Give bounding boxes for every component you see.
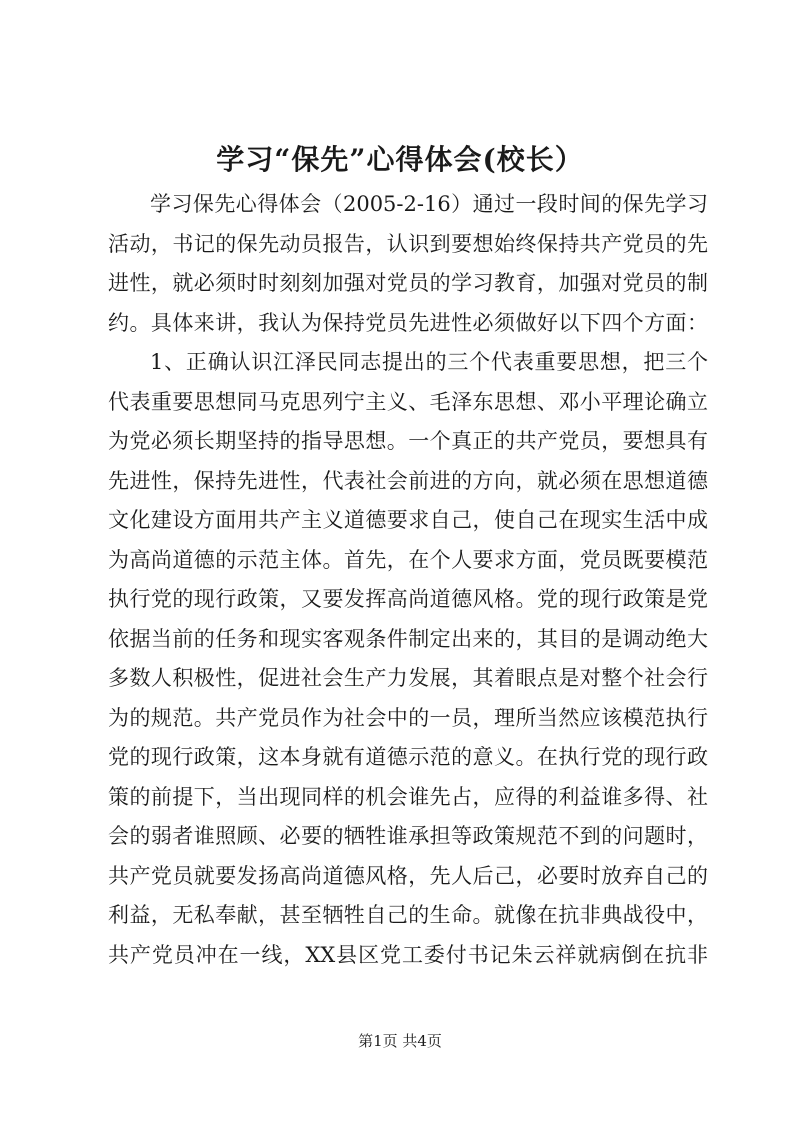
- text-line: 学习保先心得体会（2005-2-16）通过一段时间的保先学习: [150, 192, 708, 216]
- text-line: 活动，书记的保先动员报告，认识到要想始终保持共产党员的先: [108, 231, 708, 256]
- text-line: 依据当前的任务和现实客观条件制定出来的，其目的是调动绝大: [108, 626, 708, 651]
- text-line: 共产党员就要发扬高尚道德风格，先人后己，必要时放弃自己的: [108, 863, 708, 888]
- page-footer: 第1页 共4页: [358, 1032, 442, 1050]
- text-line: 党的现行政策，这本身就有道德示范的意义。在执行党的现行政: [108, 745, 708, 769]
- text-line: 代表重要思想同马克思列宁主义、毛泽东思想、邓小平理论确立: [108, 389, 708, 414]
- text-line: 进性，就必须时时刻刻加强对党员的学习教育，加强对党员的制: [108, 271, 708, 295]
- text-line: 先进性，保持先进性，代表社会前进的方向，就必须在思想道德: [108, 468, 708, 493]
- text-line: 会的弱者谁照顾、必要的牺牲谁承担等政策规范不到的问题时，: [108, 824, 708, 848]
- text-line: 为高尚道德的示范主体。首先，在个人要求方面，党员既要模范: [108, 547, 708, 572]
- text-line: 为的规范。共产党员作为社会中的一员，理所当然应该模范执行: [108, 705, 708, 730]
- text-line: 利益，无私奉献，甚至牺牲自己的生命。就像在抗非典战役中，: [108, 903, 708, 927]
- text-line: 多数人积极性，促进社会生产力发展，其着眼点是对整个社会行: [108, 666, 708, 690]
- text-line: 执行党的现行政策，又要发挥高尚道德风格。党的现行政策是党: [108, 587, 708, 611]
- text-line: 1、正确认识江泽民同志提出的三个代表重要思想，把三个: [150, 350, 708, 374]
- text-line: 文化建设方面用共产主义道德要求自己，使自己在现实生活中成: [108, 508, 708, 532]
- document-body: [108, 185, 708, 975]
- text-line: 约。具体来讲，我认为保持党员先进性必须做好以下四个方面：: [108, 310, 708, 335]
- text-line: 为党必须长期坚持的指导思想。一个真正的共产党员，要想具有: [108, 429, 708, 453]
- text-line: 共产党员冲在一线，XX县区党工委付书记朱云祥就病倒在抗非: [108, 942, 708, 967]
- document-title: 学习“保先”心得体会(校长）: [216, 143, 584, 176]
- text-line: 策的前提下，当出现同样的机会谁先占，应得的利益谁多得、社: [108, 784, 708, 809]
